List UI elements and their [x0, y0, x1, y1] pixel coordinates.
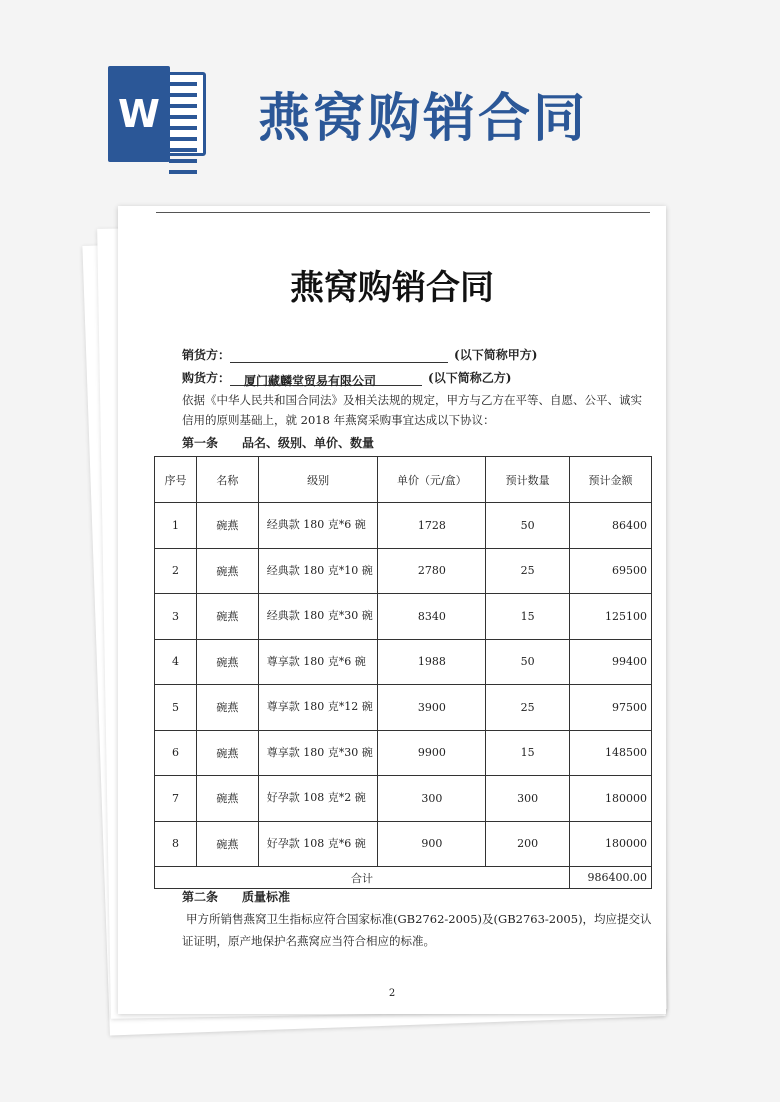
section-2-number: 第二条: [182, 890, 219, 904]
table-cell: 4: [155, 639, 197, 685]
word-icon: [108, 66, 208, 162]
table-row: [155, 639, 652, 685]
seller-name-field: [230, 349, 448, 363]
table-cell: 86400: [570, 503, 652, 549]
table-row: [155, 594, 652, 640]
table-cell: 2780: [378, 548, 486, 594]
header-cell: 预计金额: [570, 457, 652, 503]
table-cell: 300: [378, 776, 486, 822]
document-title: 燕窝购销合同: [290, 268, 494, 308]
section-1-heading: [182, 434, 374, 451]
table-cell: 好孕款 108 克*6 碗: [258, 821, 378, 867]
table-cell: 5: [155, 685, 197, 731]
word-letter: W: [108, 66, 170, 162]
total-value: 986400.00: [570, 867, 652, 889]
table-row: [155, 548, 652, 594]
header-cell: 级别: [258, 457, 378, 503]
quality-paragraph: 甲方所销售燕窝卫生指标应符合国家标准(GB2762-2005)及(GB2763-2005)，均应提交认证证明，原产地保护名燕窝应当符合相应的标准。: [182, 912, 652, 948]
header-rule: [156, 212, 650, 213]
table-cell: 3900: [378, 685, 486, 731]
buyer-line: [182, 369, 511, 386]
table-cell: 好孕款 108 克*2 碗: [258, 776, 378, 822]
table-cell: 尊享款 180 克*12 碗: [258, 685, 378, 731]
table-cell: 50: [486, 639, 570, 685]
buyer-suffix: (以下简称乙方): [428, 371, 512, 385]
table-cell: 200: [486, 821, 570, 867]
table-cell: 25: [486, 685, 570, 731]
table-cell: 尊享款 180 克*30 碗: [258, 730, 378, 776]
table-cell: 2: [155, 548, 197, 594]
section-1-title: 品名、级别、单价、数量: [242, 436, 375, 450]
seller-label: 销货方：: [182, 348, 231, 362]
table-cell: 300: [486, 776, 570, 822]
table-cell: 15: [486, 594, 570, 640]
seller-line: [182, 346, 537, 363]
table-cell: 尊享款 180 克*6 碗: [258, 639, 378, 685]
table-total-row: [155, 867, 652, 889]
table-cell: 碗燕: [196, 821, 258, 867]
total-label: 合计: [155, 867, 570, 889]
table-cell: 99400: [570, 639, 652, 685]
intro-paragraph: 依据《中华人民共和国合同法》及相关法规的规定，甲方与乙方在平等、自愿、公平、诚实信用的原则基础上，就 2018 年燕窝采购事宜达成以下协议：: [182, 393, 642, 427]
table-cell: 3: [155, 594, 197, 640]
table-cell: 148500: [570, 730, 652, 776]
table-row: [155, 503, 652, 549]
table-row: [155, 685, 652, 731]
section-2-heading: [182, 888, 290, 905]
table-cell: 50: [486, 503, 570, 549]
table-row: [155, 821, 652, 867]
table-cell: 碗燕: [196, 594, 258, 640]
table-cell: 碗燕: [196, 685, 258, 731]
table-row: [155, 730, 652, 776]
header-cell: 序号: [155, 457, 197, 503]
table-cell: 900: [378, 821, 486, 867]
table-cell: 1: [155, 503, 197, 549]
table-cell: 碗燕: [196, 548, 258, 594]
banner: [0, 0, 780, 200]
table-cell: 7: [155, 776, 197, 822]
document-page: [118, 206, 666, 1014]
table-cell: 1728: [378, 503, 486, 549]
table-cell: 6: [155, 730, 197, 776]
table-cell: 180000: [570, 776, 652, 822]
header-cell: 预计数量: [486, 457, 570, 503]
table-cell: 8: [155, 821, 197, 867]
page-number: 2: [388, 988, 396, 999]
table-cell: 97500: [570, 685, 652, 731]
table-cell: 碗燕: [196, 730, 258, 776]
items-table: [154, 456, 652, 889]
table-cell: 180000: [570, 821, 652, 867]
table-cell: 8340: [378, 594, 486, 640]
table-cell: 碗燕: [196, 639, 258, 685]
table-cell: 碗燕: [196, 503, 258, 549]
table-header-row: [155, 457, 652, 503]
banner-title: 燕窝购销合同: [258, 89, 589, 149]
section-1-number: 第一条: [182, 436, 219, 450]
table-cell: 1988: [378, 639, 486, 685]
table-cell: 25: [486, 548, 570, 594]
buyer-label: 购货方：: [182, 371, 231, 385]
table-cell: 69500: [570, 548, 652, 594]
seller-suffix: (以下简称甲方): [454, 348, 538, 362]
header-cell: 名称: [196, 457, 258, 503]
buyer-name-field: 厦门藏麟堂贸易有限公司: [230, 372, 422, 386]
table-cell: 经典款 180 克*6 碗: [258, 503, 378, 549]
table-cell: 125100: [570, 594, 652, 640]
table-row: [155, 776, 652, 822]
table-cell: 9900: [378, 730, 486, 776]
table-cell: 经典款 180 克*30 碗: [258, 594, 378, 640]
header-cell: 单价（元/盒）: [378, 457, 486, 503]
section-2-title: 质量标准: [242, 890, 291, 904]
table-cell: 碗燕: [196, 776, 258, 822]
table-cell: 15: [486, 730, 570, 776]
table-cell: 经典款 180 克*10 碗: [258, 548, 378, 594]
